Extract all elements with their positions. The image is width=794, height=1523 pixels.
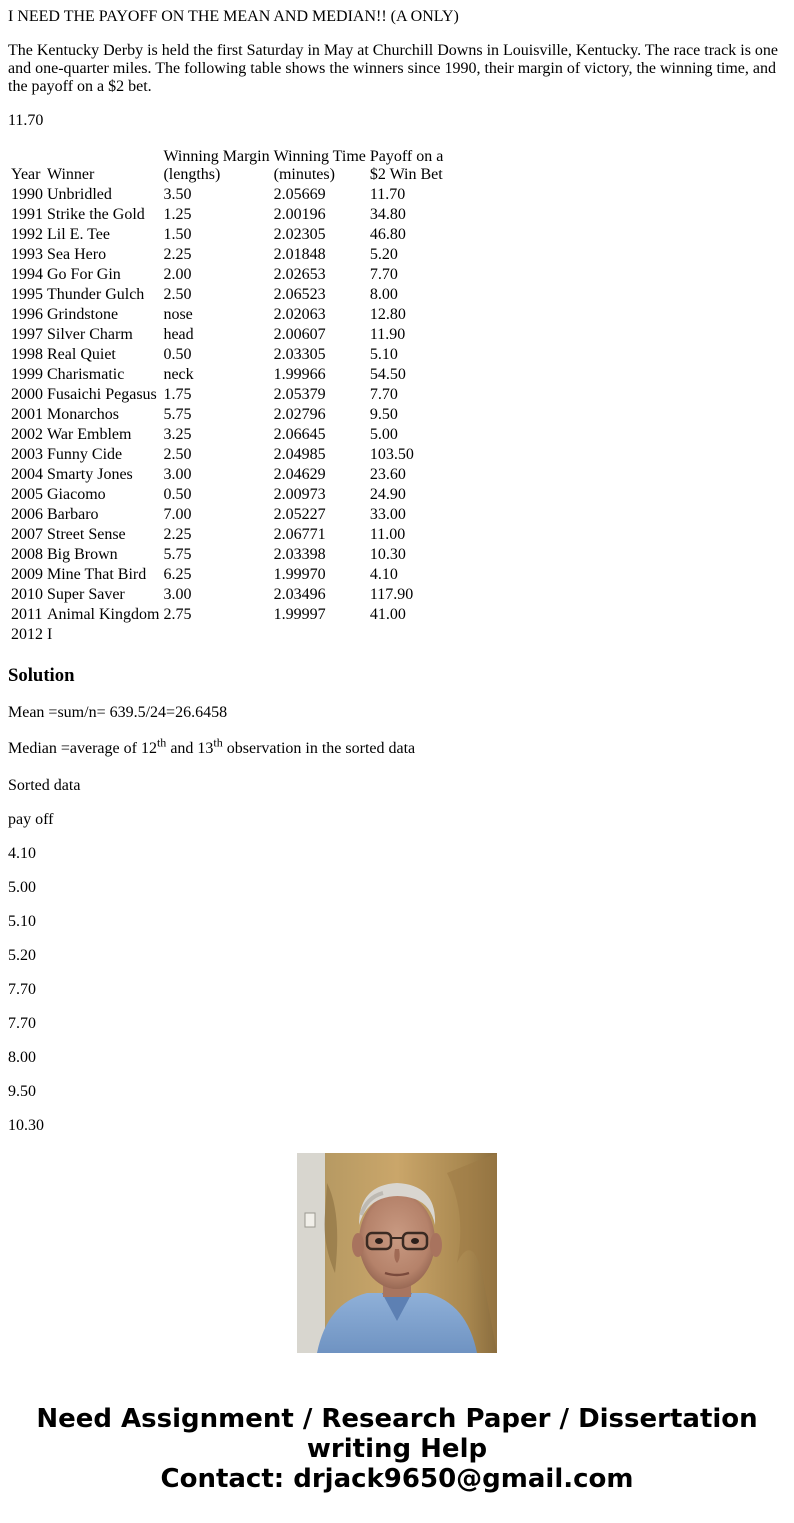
median-sup-2: th <box>213 735 223 750</box>
cell-payoff: 103.50 <box>369 446 414 463</box>
header-time <box>273 148 367 184</box>
cell-winner: Real Quiet <box>47 346 116 363</box>
cell-time: 2.02063 <box>273 306 326 323</box>
cell-winner: Fusaichi Pegasus <box>47 386 157 403</box>
cell-time: 2.04985 <box>273 446 326 463</box>
cell-year: 1993 <box>11 246 43 263</box>
cell-winner: War Emblem <box>47 426 132 443</box>
payoff-label: pay off <box>8 811 54 828</box>
sorted-value: 8.00 <box>8 1049 36 1066</box>
cell-winner: Mine That Bird <box>47 566 147 583</box>
cell-margin: 6.25 <box>163 566 192 583</box>
cell-time: 2.03305 <box>273 346 326 363</box>
banner-contact-line: Contact: drjack9650@gmail.com <box>160 1464 634 1494</box>
cell-time: 1.99966 <box>273 366 326 383</box>
cell-margin: 2.75 <box>163 606 192 623</box>
table-row <box>10 206 444 224</box>
header-payoff-line1: Payoff on a <box>369 148 444 165</box>
table-row <box>10 386 444 404</box>
cell-payoff: 46.80 <box>369 226 406 243</box>
cell-year: 1996 <box>11 306 43 323</box>
median-sup-1: th <box>156 735 167 750</box>
cell-margin: 3.50 <box>163 186 192 203</box>
cell-margin <box>162 626 270 644</box>
cell-winner: Monarchos <box>47 406 119 423</box>
cell-year: 2006 <box>11 506 43 523</box>
cell-winner: Silver Charm <box>47 326 133 343</box>
sorted-data-label: Sorted data <box>8 777 81 794</box>
cell-payoff: 7.70 <box>369 386 398 403</box>
cell-year: 2011 <box>11 606 43 623</box>
cell-winner: Go For Gin <box>47 266 121 283</box>
header-margin-line2: (lengths) <box>163 166 221 183</box>
cell-time: 2.05669 <box>273 186 326 203</box>
header-year: Year <box>11 166 41 183</box>
sorted-value: 5.20 <box>8 947 36 964</box>
cell-payoff: 5.00 <box>369 426 398 443</box>
cell-time: 2.03496 <box>273 586 326 603</box>
cell-year: 2002 <box>11 426 43 443</box>
median-prefix: Median =average of 12 <box>8 740 157 757</box>
cell-year: 1999 <box>11 366 43 383</box>
cell-time: 2.00196 <box>273 206 326 223</box>
table-row <box>10 186 444 204</box>
table-row <box>10 506 444 524</box>
contact-banner <box>0 1404 794 1494</box>
cell-winner: I <box>47 626 53 643</box>
cell-winner: Animal Kingdom <box>47 606 160 623</box>
table-row <box>10 626 444 644</box>
cell-year: 2001 <box>11 406 43 423</box>
cell-payoff: 117.90 <box>369 586 414 603</box>
cell-payoff: 33.00 <box>369 506 406 523</box>
table-row <box>10 606 444 624</box>
cell-year: 2003 <box>11 446 43 463</box>
cell-margin: 1.75 <box>163 386 192 403</box>
sorted-value: 10.30 <box>8 1117 44 1134</box>
cell-year: 1995 <box>11 286 43 303</box>
sorted-value: 5.00 <box>8 879 36 896</box>
table-row <box>10 426 444 444</box>
cell-margin: 2.25 <box>163 246 192 263</box>
cell-margin: 2.25 <box>163 526 192 543</box>
table-row <box>10 466 444 484</box>
cell-payoff: 12.80 <box>369 306 406 323</box>
table-row <box>10 566 444 584</box>
median-text <box>8 735 416 758</box>
cell-time: 2.01848 <box>273 246 326 263</box>
cell-payoff: 10.30 <box>369 546 406 563</box>
cell-time: 2.02305 <box>273 226 326 243</box>
cell-year: 1992 <box>11 226 43 243</box>
cell-time: 2.04629 <box>273 466 326 483</box>
cell-winner: Smarty Jones <box>47 466 133 483</box>
person-portrait-icon <box>297 1153 497 1353</box>
cell-time: 2.05379 <box>273 386 326 403</box>
table-row <box>10 246 444 264</box>
cell-year: 1990 <box>11 186 43 203</box>
cell-winner: Barbaro <box>47 506 99 523</box>
cell-payoff: 8.00 <box>369 286 398 303</box>
question-text: I NEED THE PAYOFF ON THE MEAN AND MEDIAN!! (A ONLY) <box>8 8 459 25</box>
header-time-line2: (minutes) <box>273 166 335 183</box>
cell-time: 2.02796 <box>273 406 326 423</box>
table-row <box>10 486 444 504</box>
mean-text: Mean =sum/n= 639.5/24=26.6458 <box>8 704 228 721</box>
cell-winner: Funny Cide <box>47 446 123 463</box>
cell-winner: Big Brown <box>47 546 118 563</box>
cell-payoff: 23.60 <box>369 466 406 483</box>
table-row <box>10 546 444 564</box>
cell-year: 2008 <box>11 546 43 563</box>
cell-winner: Thunder Gulch <box>47 286 145 303</box>
cell-margin: 2.50 <box>163 446 192 463</box>
table-row <box>10 326 444 344</box>
table-row <box>10 306 444 324</box>
cell-margin: 7.00 <box>163 506 192 523</box>
cell-margin: 3.25 <box>163 426 192 443</box>
cell-winner: Sea Hero <box>47 246 107 263</box>
header-winner: Winner <box>47 166 95 183</box>
cell-payoff: 5.20 <box>369 246 398 263</box>
cell-time: 2.06523 <box>273 286 326 303</box>
median-suffix: observation in the sorted data <box>222 740 416 757</box>
cell-time: 1.99997 <box>273 606 326 623</box>
cell-margin: 0.50 <box>163 486 192 503</box>
cell-payoff: 7.70 <box>369 266 398 283</box>
table-row <box>10 586 444 604</box>
header-margin <box>162 148 270 184</box>
cell-winner: Unbridled <box>47 186 112 203</box>
cell-year: 1991 <box>11 206 43 223</box>
cell-year: 1998 <box>11 346 43 363</box>
cell-time: 2.05227 <box>273 506 326 523</box>
table-row <box>10 406 444 424</box>
cell-winner: Lil E. Tee <box>47 226 111 243</box>
cell-payoff: 54.50 <box>369 366 406 383</box>
cell-margin: nose <box>163 306 193 323</box>
cell-margin: 3.00 <box>163 586 192 603</box>
cell-margin: 2.00 <box>163 266 192 283</box>
table-row <box>10 526 444 544</box>
cell-payoff: 11.90 <box>369 326 406 343</box>
author-avatar <box>297 1153 497 1353</box>
banner-line-1: Need Assignment / Research Paper / Dissertation <box>36 1404 758 1434</box>
cell-payoff: 9.50 <box>369 406 398 423</box>
sorted-value: 7.70 <box>8 1015 36 1032</box>
median-mid: and 13 <box>166 740 214 757</box>
cell-year: 2012 <box>11 626 43 643</box>
cell-time: 2.02653 <box>273 266 326 283</box>
cell-margin: 2.50 <box>163 286 192 303</box>
cell-time: 2.00607 <box>273 326 326 343</box>
cell-year: 2010 <box>11 586 43 603</box>
banner-line-2: writing Help <box>306 1434 488 1464</box>
sorted-value: 4.10 <box>8 845 36 862</box>
cell-payoff: 4.10 <box>369 566 398 583</box>
cell-winner: Super Saver <box>47 586 125 603</box>
cell-time: 2.06771 <box>273 526 326 543</box>
sorted-value: 7.70 <box>8 981 36 998</box>
intro-paragraph: The Kentucky Derby is held the first Saturday in May at Churchill Downs in Louisville, Kentucky. The race track is one and one-quarter miles. The following table shows the winners since 1990, their margin of victory, the winning time, and the payoff on a $2 bet. <box>8 42 779 95</box>
cell-payoff: 24.90 <box>369 486 406 503</box>
cell-margin: neck <box>163 366 194 383</box>
cell-year: 2000 <box>11 386 43 403</box>
cell-time <box>273 626 367 644</box>
cell-margin: head <box>163 326 194 343</box>
table-row <box>10 446 444 464</box>
derby-table <box>8 146 446 646</box>
cell-year: 1997 <box>11 326 43 343</box>
sorted-value: 9.50 <box>8 1083 36 1100</box>
cell-winner: Street Sense <box>47 526 126 543</box>
table-row <box>10 346 444 364</box>
cell-margin: 1.25 <box>163 206 192 223</box>
cell-year: 2007 <box>11 526 43 543</box>
header-payoff <box>369 148 444 184</box>
cell-winner: Strike the Gold <box>47 206 145 223</box>
cell-margin: 5.75 <box>163 546 192 563</box>
cell-year: 2004 <box>11 466 43 483</box>
solution-heading: Solution <box>8 665 75 686</box>
cell-margin: 1.50 <box>163 226 192 243</box>
header-time-line1: Winning Time <box>273 148 366 165</box>
sorted-value: 5.10 <box>8 913 36 930</box>
cell-winner: Grindstone <box>47 306 119 323</box>
cell-payoff: 11.00 <box>369 526 406 543</box>
cell-year: 2005 <box>11 486 43 503</box>
header-payoff-line2: $2 Win Bet <box>369 166 443 183</box>
sorted-values-list <box>8 845 44 1151</box>
header-margin-line1: Winning Margin <box>163 148 270 165</box>
cell-margin: 3.00 <box>163 466 192 483</box>
table-row <box>10 226 444 244</box>
cell-time: 1.99970 <box>273 566 326 583</box>
cell-margin: 0.50 <box>163 346 192 363</box>
cell-winner: Charismatic <box>47 366 125 383</box>
table-row <box>10 366 444 384</box>
cell-payoff <box>369 626 444 644</box>
table-header-row <box>10 148 444 184</box>
table-row <box>10 266 444 284</box>
cell-winner: Giacomo <box>47 486 106 503</box>
cell-margin: 5.75 <box>163 406 192 423</box>
cell-payoff: 5.10 <box>369 346 398 363</box>
cell-year: 1994 <box>11 266 43 283</box>
cell-payoff: 11.70 <box>369 186 406 203</box>
sample-value: 11.70 <box>8 112 44 129</box>
table-row <box>10 286 444 304</box>
cell-time: 2.03398 <box>273 546 326 563</box>
cell-payoff: 41.00 <box>369 606 406 623</box>
cell-time: 2.00973 <box>273 486 326 503</box>
document-content <box>8 0 786 1134</box>
cell-time: 2.06645 <box>273 426 326 443</box>
cell-payoff: 34.80 <box>369 206 406 223</box>
cell-year: 2009 <box>11 566 43 583</box>
